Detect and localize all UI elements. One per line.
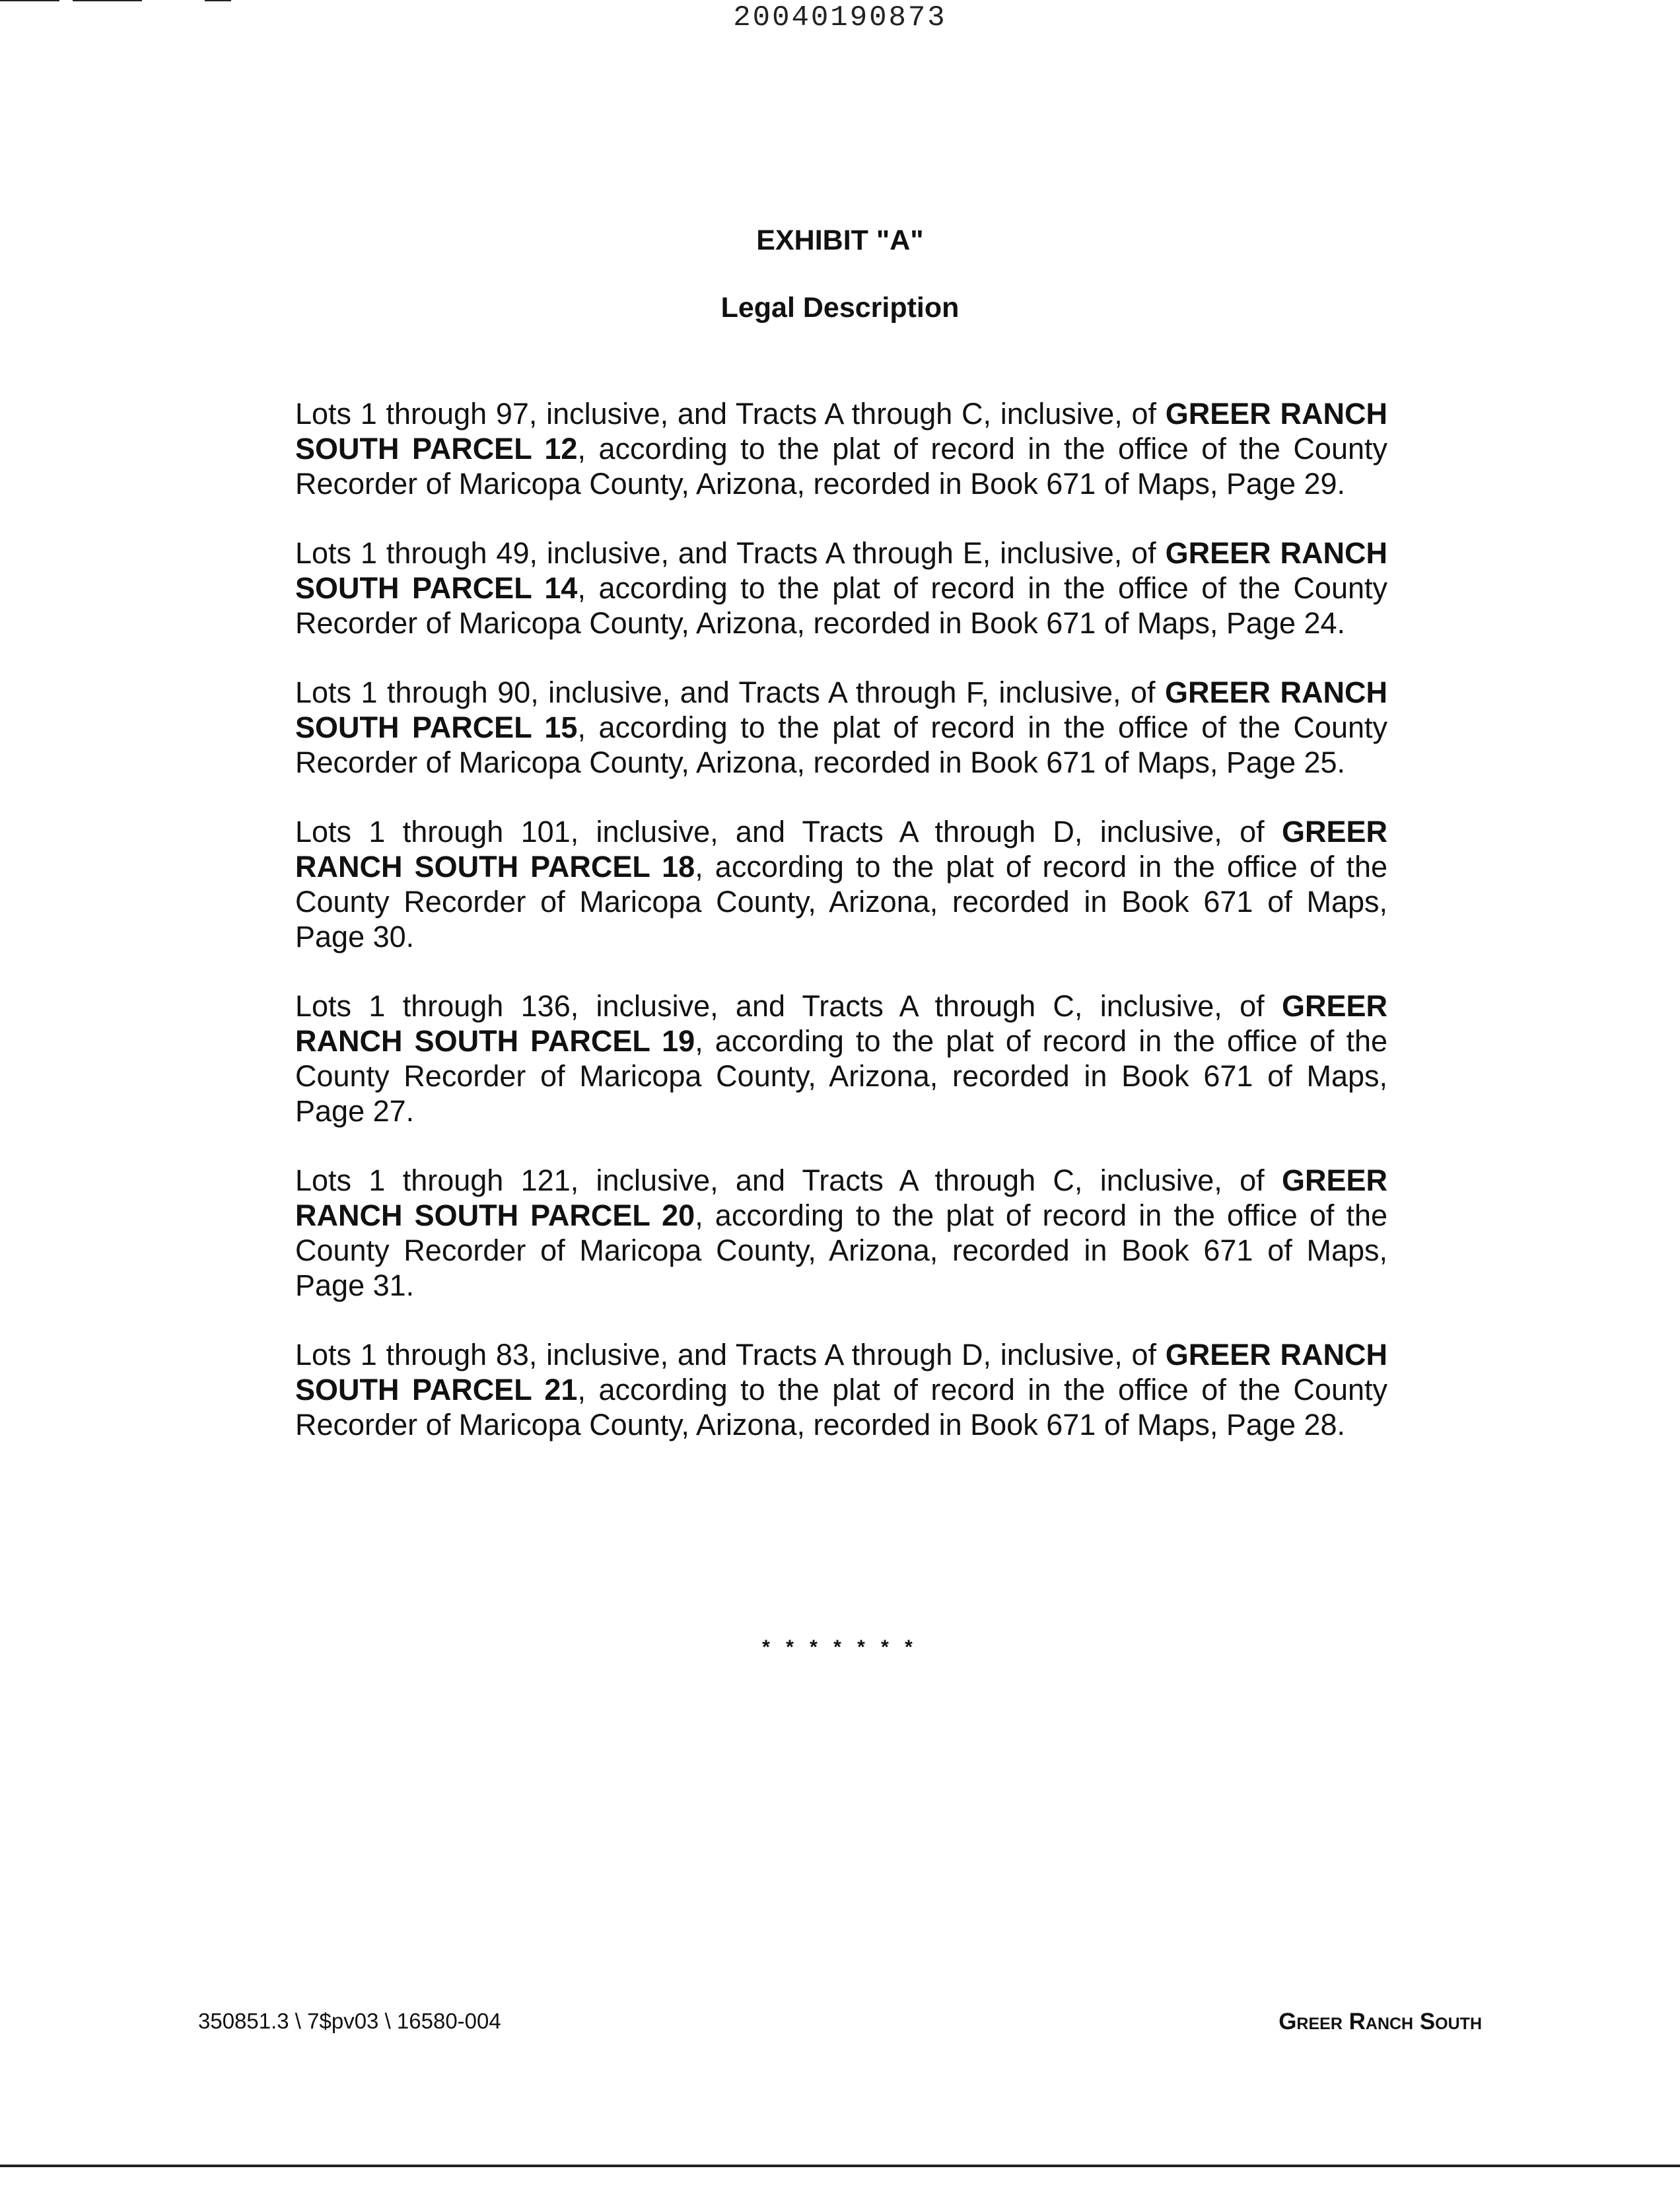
parcel-name: GREER RANCH SOUTH PARCEL 18 (295, 815, 1387, 884)
parcel-name: GREER RANCH SOUTH PARCEL 19 (295, 989, 1387, 1058)
parcel-paragraph (295, 536, 1387, 641)
parcel-tail: , according to the plat of record in the office of the County Recorder of Maricopa County, Arizona, recorded in Book 671 of Maps, Page 25. (295, 711, 1387, 779)
parcel-paragraph (295, 675, 1387, 780)
parcel-lead: Lots 1 through 101, inclusive, and Tracts A through D, inclusive, of (295, 815, 1282, 849)
exhibit-title: EXHIBIT "A" (756, 225, 924, 256)
parcel-name: GREER RANCH SOUTH PARCEL 12 (295, 397, 1387, 466)
parcel-lead: Lots 1 through 83, inclusive, and Tracts A through D, inclusive, of (295, 1338, 1166, 1371)
scan-edge-line (0, 2165, 1680, 2167)
recording-number: 20040190873 (733, 1, 947, 34)
parcel-tail: , according to the plat of record in the office of the County Recorder of Maricopa County, Arizona, recorded in Book 671 of Maps, Page 24. (295, 571, 1387, 640)
parcel-tail: , according to the plat of record in the office of the County Recorder of Maricopa County, Arizona, recorded in Book 671 of Maps, Page 31. (295, 1198, 1387, 1302)
parcel-paragraph (295, 396, 1387, 501)
end-of-description-mark: * * * * * * * (762, 1636, 918, 1658)
parcel-tail: , according to the plat of record in the office of the County Recorder of Maricopa County, Arizona, recorded in Book 671 of Maps, Page 27. (295, 1024, 1387, 1128)
parcel-tail: , according to the plat of record in the office of the County Recorder of Maricopa County, Arizona, recorded in Book 671 of Maps, Page 29. (295, 432, 1387, 501)
parcel-lead: Lots 1 through 49, inclusive, and Tracts A through E, inclusive, of (295, 536, 1166, 570)
parcel-name: GREER RANCH SOUTH PARCEL 21 (295, 1338, 1387, 1406)
footer-project-name: Greer Ranch South (1278, 2009, 1482, 2034)
parcel-name: GREER RANCH SOUTH PARCEL 14 (295, 536, 1387, 605)
footer-document-id: 350851.3 \ 7$pv03 \ 16580-004 (198, 2009, 501, 2033)
parcel-lead: Lots 1 through 90, inclusive, and Tracts A through F, inclusive, of (295, 676, 1165, 709)
parcel-name: GREER RANCH SOUTH PARCEL 15 (295, 676, 1387, 744)
parcel-tail: , according to the plat of record in the office of the County Recorder of Maricopa County, Arizona, recorded in Book 671 of Maps, Page 28. (295, 1373, 1387, 1441)
parcel-lead: Lots 1 through 121, inclusive, and Tracts A through C, inclusive, of (295, 1163, 1282, 1197)
parcel-name: GREER RANCH SOUTH PARCEL 20 (295, 1163, 1387, 1232)
parcel-paragraph (295, 989, 1387, 1128)
parcel-lead: Lots 1 through 97, inclusive, and Tracts A through C, inclusive, of (295, 397, 1166, 431)
legal-description-body (295, 396, 1387, 1476)
parcel-paragraph (295, 814, 1387, 954)
parcel-lead: Lots 1 through 136, inclusive, and Tracts A through C, inclusive, of (295, 989, 1282, 1023)
parcel-paragraph (295, 1337, 1387, 1442)
parcel-paragraph (295, 1163, 1387, 1303)
exhibit-subtitle: Legal Description (720, 292, 960, 324)
parcel-tail: , according to the plat of record in the office of the County Recorder of Maricopa County, Arizona, recorded in Book 671 of Maps, Page 30. (295, 850, 1387, 954)
